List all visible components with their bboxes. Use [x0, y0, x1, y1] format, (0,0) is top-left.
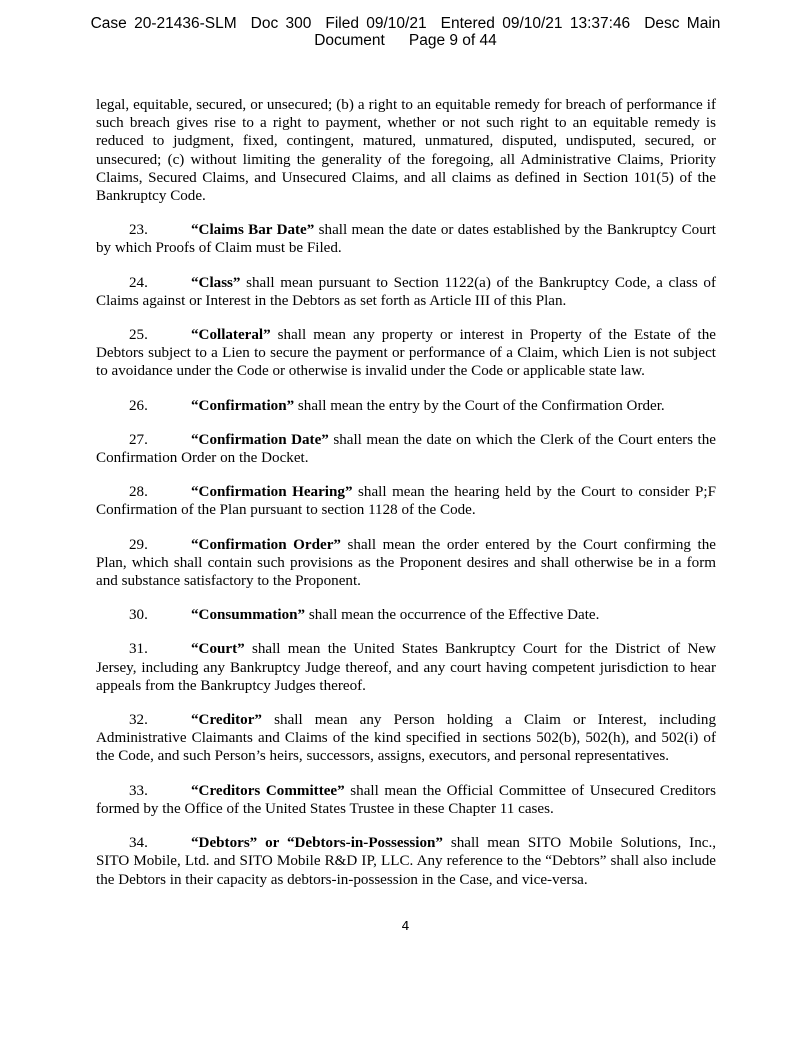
- definition-32: [96, 711, 716, 766]
- definition-number: 27.: [129, 431, 148, 448]
- definition-26: [96, 397, 716, 415]
- definition-text: shall mean any Person holding a Claim or Interest, including Administrative Claimants and Claims of the kind specified in sections 502(b), 502(h), and 502(i) of the Code, and such Person’s heirs, successors, assigns, executors, and personal representatives.: [96, 712, 716, 765]
- definition-23: [96, 221, 716, 257]
- definition-text: shall mean any property or interest in Property of the Estate of the Debtors subject to a Lien to secure the payment or performance of a Claim, which Lien is not subject to avoidance under the Code or otherwise is invalid under the Code or applicable state law.: [96, 327, 716, 380]
- definition-33: [96, 782, 716, 818]
- filed-date: Filed 09/10/21: [325, 15, 427, 32]
- definition-27: [96, 431, 716, 467]
- definition-term: “Confirmation Hearing”: [191, 484, 353, 501]
- definition-number: 31.: [129, 641, 148, 658]
- definition-28: [96, 483, 716, 519]
- definition-29: [96, 536, 716, 591]
- definition-number: 24.: [129, 274, 148, 291]
- filing-header-line-2: [0, 32, 811, 49]
- definition-text: shall mean the entry by the Court of the Confirmation Order.: [294, 397, 665, 414]
- definition-term: “Confirmation”: [191, 397, 295, 414]
- definition-term: “Confirmation Date”: [191, 431, 329, 448]
- definition-number: 28.: [129, 484, 148, 501]
- definition-term: “Confirmation Order”: [191, 536, 341, 553]
- definition-number: 25.: [129, 327, 148, 344]
- definition-number: 34.: [129, 835, 148, 852]
- filing-header: [0, 15, 811, 49]
- definition-term: “Court”: [191, 641, 245, 658]
- definition-number: 26.: [129, 397, 148, 414]
- desc-label: Desc Main: [644, 15, 721, 32]
- page-indicator: Page 9 of 44: [408, 32, 497, 49]
- case-number: Case 20-21436-SLM: [90, 15, 237, 32]
- definition-number: 23.: [129, 222, 148, 239]
- definition-text: shall mean SITO Mobile Solutions, Inc., SITO Mobile, Ltd. and SITO Mobile R&D IP, LLC. Any reference to the “Debtors” shall also include the Debtors in their capacity as debtors-in-possession in the Case, and vice-versa.: [96, 835, 716, 888]
- definition-text: shall mean the United States Bankruptcy Court for the District of New Jersey, including any Bankruptcy Judge thereof, and any court having competent jurisdiction to hear appeals from the Bankruptcy Judges thereof.: [96, 641, 716, 694]
- definition-number: 32.: [129, 712, 148, 729]
- page-number: 4: [401, 918, 410, 933]
- definition-text: shall mean the Official Committee of Unsecured Creditors formed by the Office of the United States Trustee in these Chapter 11 cases.: [96, 782, 717, 817]
- definition-text: shall mean the date or dates established by the Bankruptcy Court by which Proofs of Claim must be Filed.: [96, 222, 716, 257]
- entered-date: Entered 09/10/21 13:37:46: [440, 15, 631, 32]
- definition-text: shall mean the date on which the Clerk of the Court enters the Confirmation Order on the Docket.: [96, 431, 716, 467]
- definition-text: shall mean the hearing held by the Court to consider P;F Confirmation of the Plan pursuant to section 1128 of the Code.: [96, 484, 716, 519]
- definition-term: “Creditor”: [191, 712, 262, 729]
- definition-31: [96, 640, 716, 695]
- definition-term: “Claims Bar Date”: [191, 222, 315, 239]
- intro-paragraph: legal, equitable, secured, or unsecured; (b) a right to an equitable remedy for breach of performance if such breach gives rise to a right to payment, whether or not such right to an equitable remedy is reduced to judgment, fixed, contingent, matured, unmatured, disputed, undisputed, secured, or unsecured; (c) without limiting the generality of the foregoing, all Administrative Claims, Priority Claims, Secured Claims, and Unsecured Claims, and all claims as defined in Section 101(5) of the Bankruptcy Code.: [96, 97, 716, 205]
- definition-30: [96, 606, 716, 624]
- definition-25: [96, 326, 716, 381]
- definition-number: 30.: [129, 607, 148, 624]
- definition-term: “Class”: [191, 274, 241, 291]
- document-label: Document: [314, 32, 385, 49]
- definition-text: shall mean the occurrence of the Effective Date.: [305, 607, 600, 624]
- definition-term: “Collateral”: [191, 327, 271, 344]
- filing-header-line-1: [0, 15, 811, 32]
- definition-text: shall mean the order entered by the Court confirming the Plan, which shall contain such provisions as the Proponent desires and shall otherwise be in a form and substance satisfactory to the Proponent.: [96, 536, 716, 590]
- definition-term: “Creditors Committee”: [191, 782, 345, 799]
- definition-number: 29.: [129, 536, 148, 553]
- definition-34: [96, 834, 716, 889]
- definition-24: [96, 274, 716, 310]
- definition-number: 33.: [129, 782, 148, 799]
- definition-term: “Consummation”: [191, 607, 306, 624]
- document-body: [96, 96, 716, 905]
- definition-text: shall mean pursuant to Section 1122(a) of the Bankruptcy Code, a class of Claims against or Interest in the Debtors as set forth as Article III of this Plan.: [96, 274, 716, 309]
- doc-number: Doc 300: [250, 15, 312, 32]
- definition-term: “Debtors” or “Debtors-in-Possession”: [191, 835, 443, 852]
